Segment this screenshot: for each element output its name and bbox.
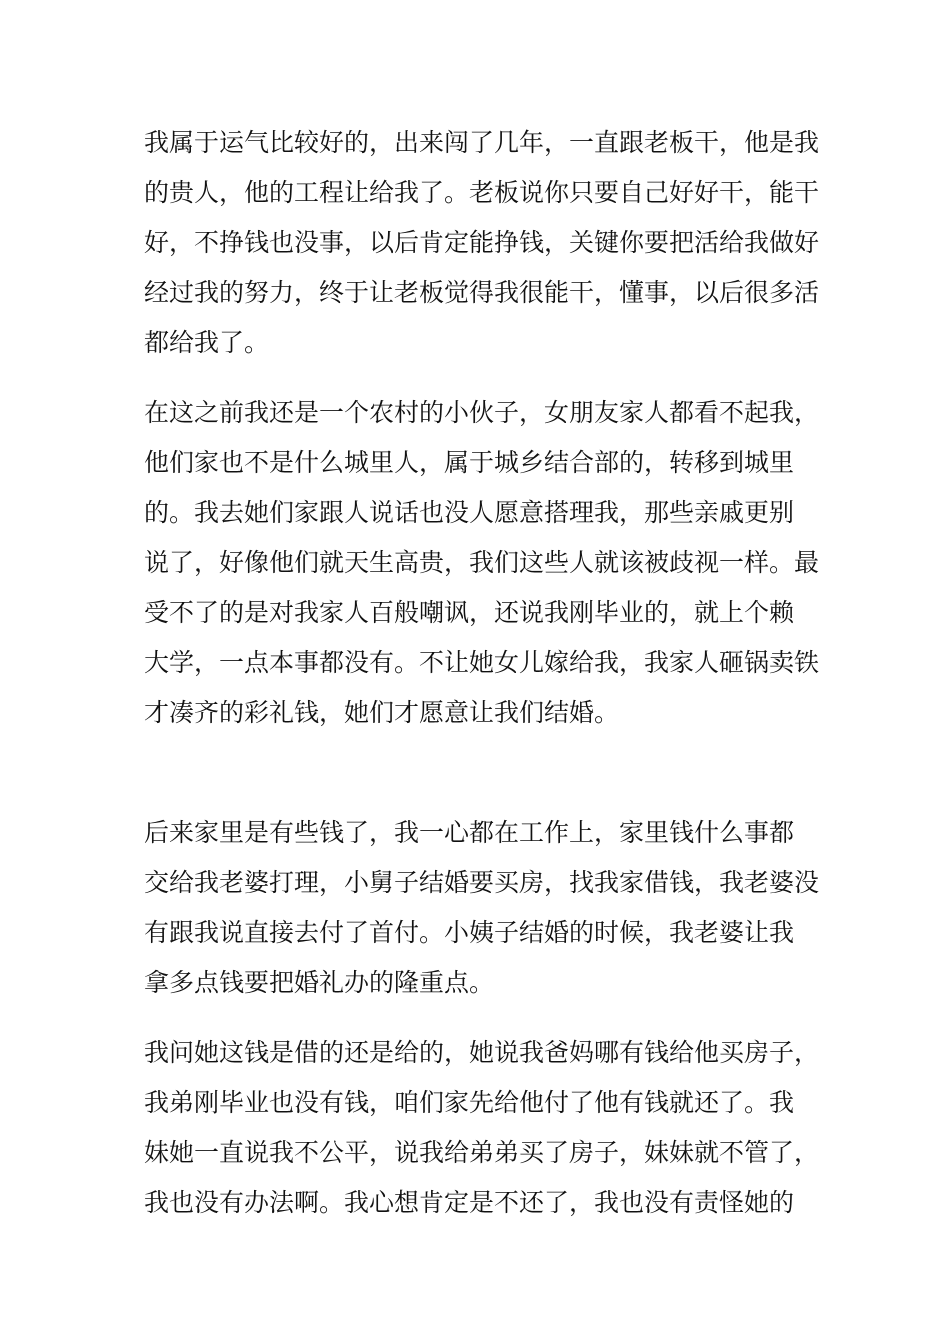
text-line: 后来家里是有些钱了，我一心都在工作上，家里钱什么事都 — [144, 818, 795, 847]
text-line: 才凑齐的彩礼钱，她们才愿意让我们结婚。 — [144, 698, 620, 727]
text-line: 我属于运气比较好的，出来闯了几年，一直跟老板干，他是我 — [144, 128, 820, 157]
text-line: 都给我了。 — [144, 328, 270, 357]
text-line: 在这之前我还是一个农村的小伙子，女朋友家人都看不起我， — [144, 398, 820, 427]
text-line: 的贵人，他的工程让给我了。老板说你只要自己好好干，能干 — [144, 178, 820, 207]
text-line: 我问她这钱是借的还是给的，她说我爸妈哪有钱给他买房子， — [144, 1038, 820, 1067]
text-line: 我弟刚毕业也没有钱，咱们家先给他付了他有钱就还了。我 — [144, 1088, 795, 1117]
paragraph-2 — [144, 388, 820, 738]
paragraph-3 — [144, 808, 820, 1008]
paragraph-4 — [144, 1028, 820, 1228]
text-line: 妹她一直说我不公平，说我给弟弟买了房子，妹妹就不管了， — [144, 1138, 820, 1167]
text-line: 的。我去她们家跟人说话也没人愿意搭理我，那些亲戚更别 — [144, 498, 795, 527]
text-line: 我也没有办法啊。我心想肯定是不还了，我也没有责怪她的 — [144, 1188, 795, 1217]
text-line: 大学，一点本事都没有。不让她女儿嫁给我，我家人砸锅卖铁 — [144, 648, 820, 677]
text-line: 受不了的是对我家人百般嘲讽，还说我刚毕业的，就上个赖 — [144, 598, 795, 627]
paragraph-1 — [144, 118, 820, 368]
text-line: 好，不挣钱也没事，以后肯定能挣钱，关键你要把活给我做好 — [144, 228, 820, 257]
text-line: 有跟我说直接去付了首付。小姨子结婚的时候，我老婆让我 — [144, 918, 795, 947]
text-line: 说了，好像他们就天生高贵，我们这些人就该被歧视一样。最 — [144, 548, 820, 577]
text-line: 交给我老婆打理，小舅子结婚要买房，找我家借钱，我老婆没 — [144, 868, 820, 897]
text-line: 拿多点钱要把婚礼办的隆重点。 — [144, 968, 495, 997]
text-line: 经过我的努力，终于让老板觉得我很能干，懂事，以后很多活 — [144, 278, 820, 307]
text-line: 他们家也不是什么城里人，属于城乡结合部的，转移到城里 — [144, 448, 795, 477]
